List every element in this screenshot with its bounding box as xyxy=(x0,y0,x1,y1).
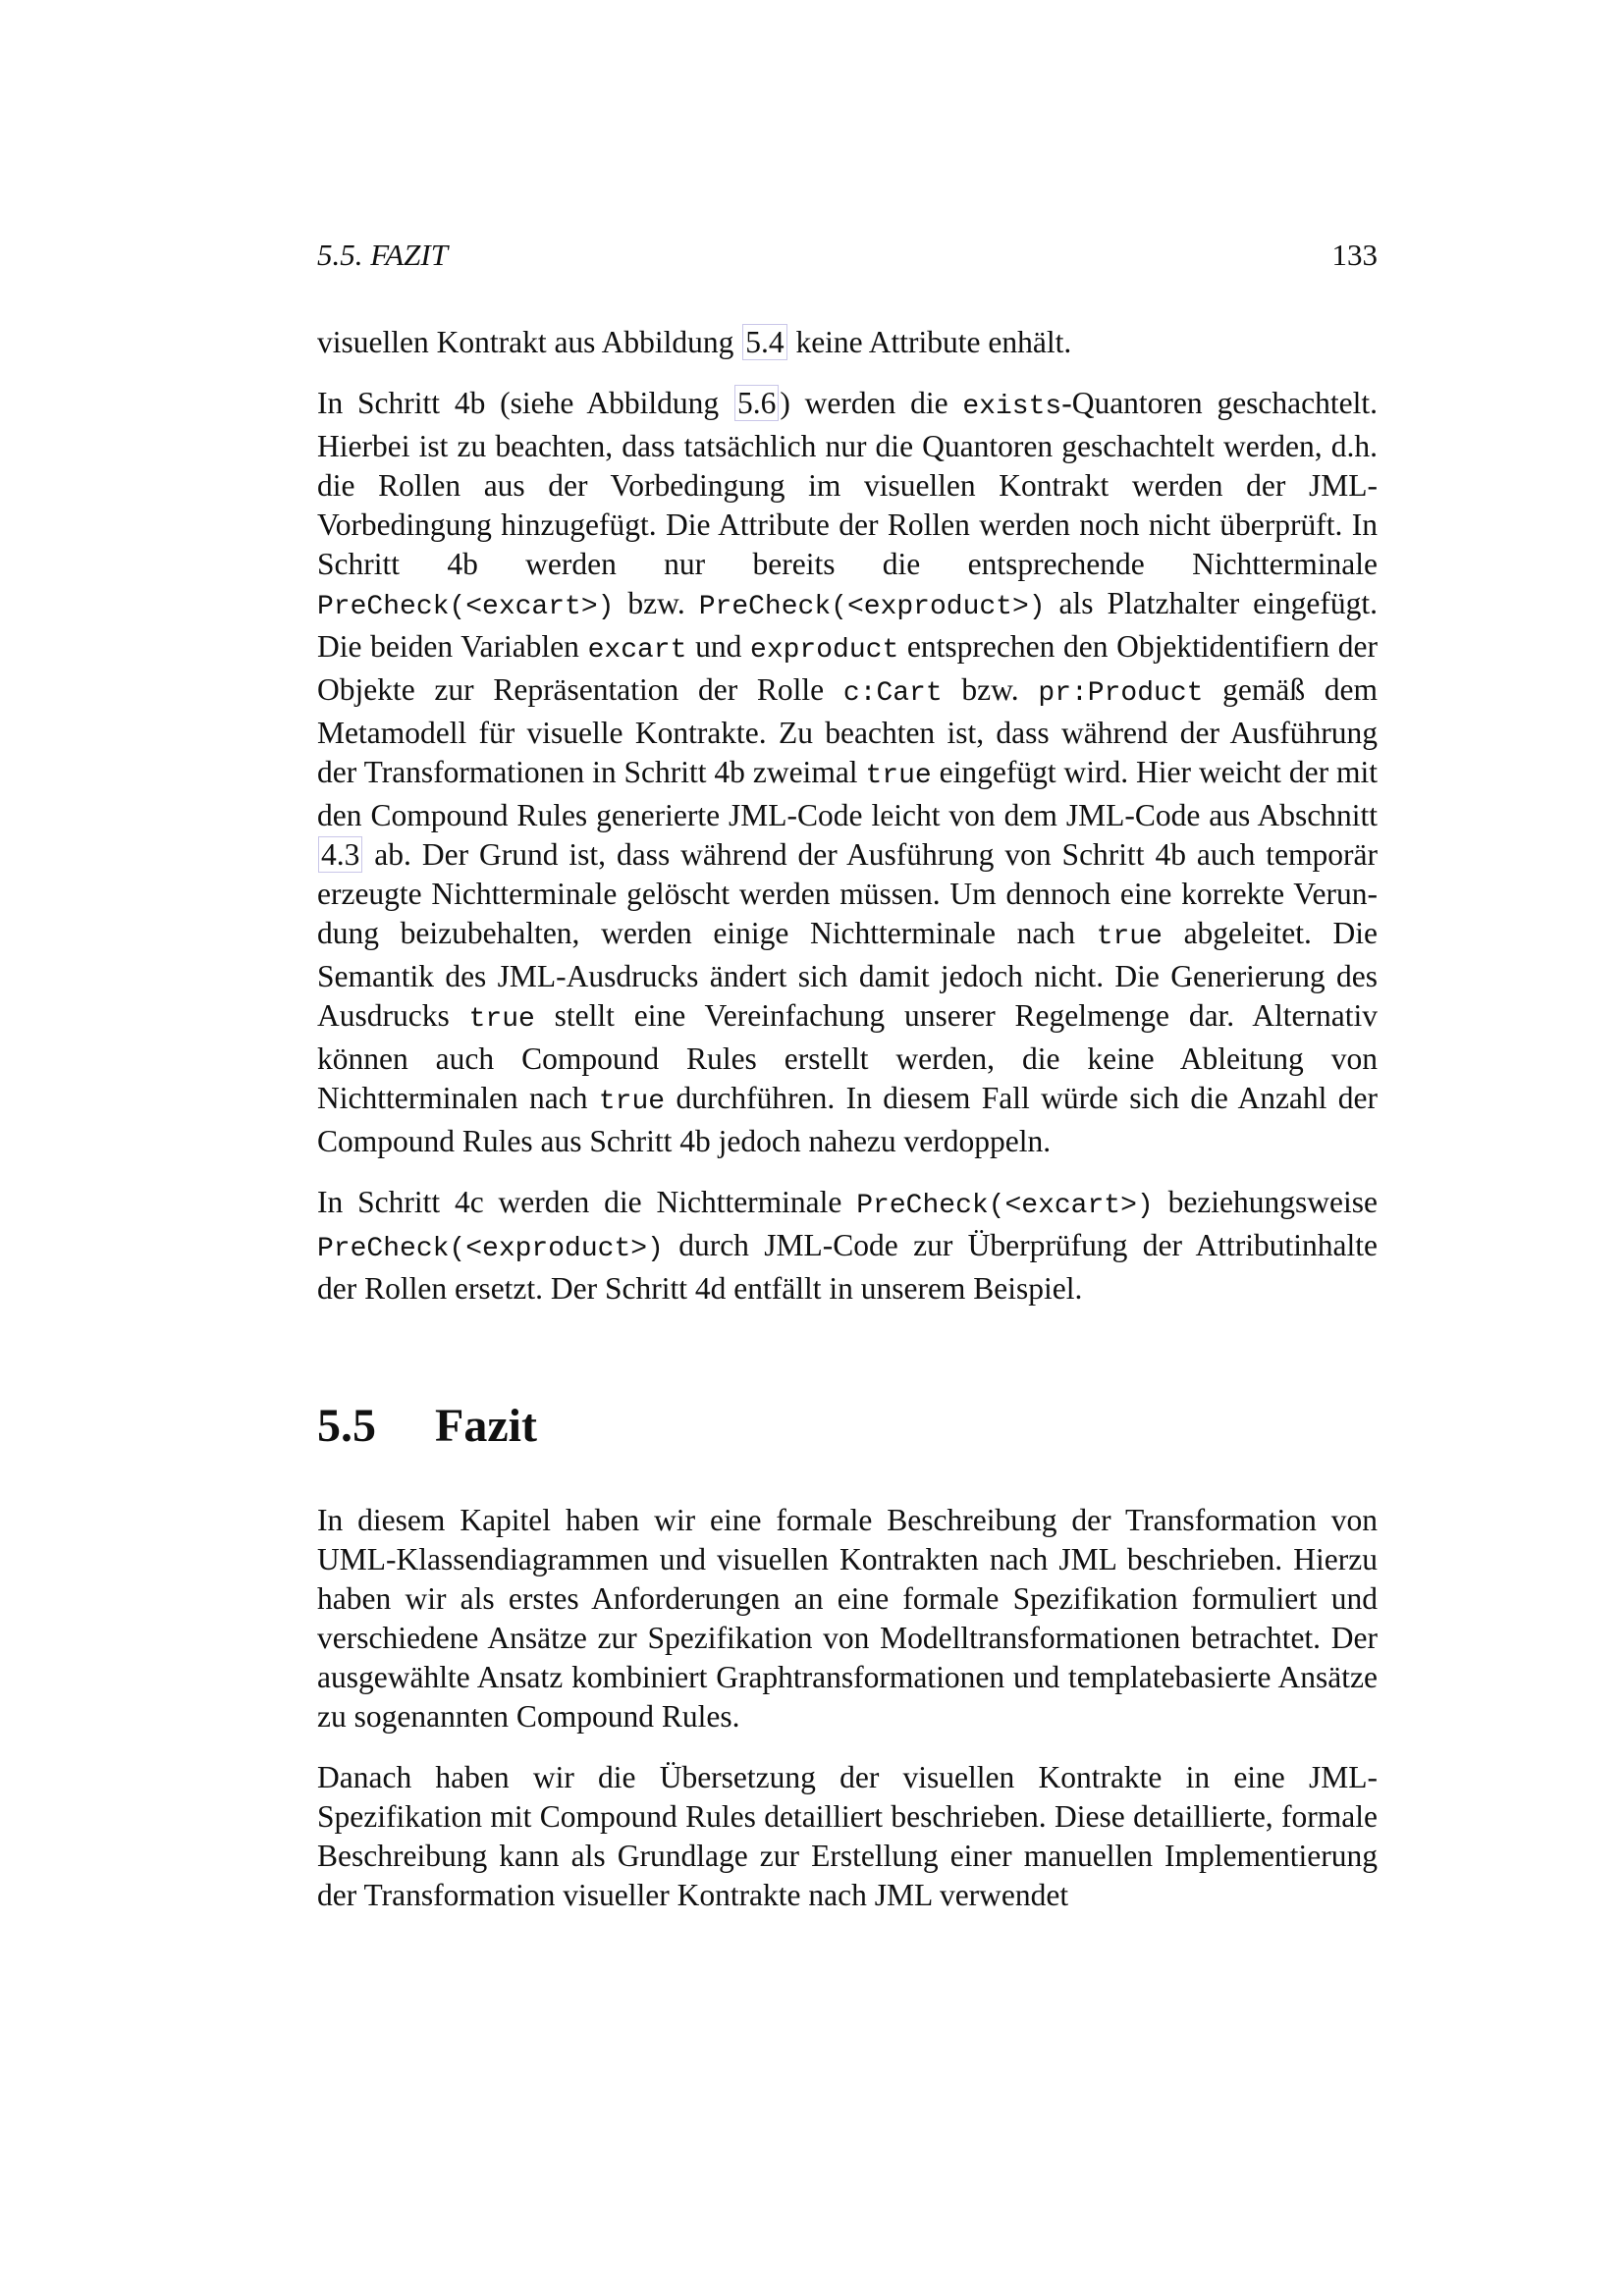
section-heading xyxy=(317,1399,1378,1468)
code-inline: c:Cart xyxy=(842,678,943,709)
code-inline: PreCheck(<excart>) xyxy=(317,592,615,622)
paragraph-step-4b: In Schritt 4b (siehe Abbildung 5.6 ) werden die exists-Quantoren geschachtelt. Hierbei ist zu beachten, dass tatsächlich nur die Quantoren geschachtelt werden, d.h. die Rollen aus der Vorbedingung im visuellen Kontrakt werden der JML-Vorbedingung hinzugefügt. Die Attribute der Rollen werden noch nicht überprüft. In Schritt 4b werden nur bereits die entsprechende Nichtterminale PreCheck(<excart>) bzw. PreCheck(<exproduct>) als Platzhalter eingefügt. Die beiden Variablen excart und exproduct entsprechen den Objektidentifiern der Objekte zur Repräsentation der Rolle c:Cart bzw. pr:Product gemäß dem Metamodell für visuelle Kontrakte. Zu beachten ist, dass während der Ausführung der Transformationen in Schritt 4b zweimal true eingefügt wird. Hier weicht der mit den Compound Rules generierte JML-Code leicht von dem JML-Code aus Abschnitt 4.3 ab. Der Grund ist, dass während der Ausführung von Schritt 4b auch temporär erzeugte Nichtterminale gelöscht werden müssen. Um dennoch eine korrekte Verundung beizubehalten, werden einige Nichtterminale nach true abgeleitet. Die Semantik des JML-Ausdrucks ändert sich damit jedoch nicht. Die Generierung des Ausdrucks true stellt eine Vereinfachung unserer Regelmenge dar. Alternativ können auch Compound Rules erstellt werden, die keine Ableitung von Nichtterminalen nach true durchführen. In diesem Fall würde sich die Anzahl der Compound Rules aus Schritt 4b jedoch nahezu verdoppeln. xyxy=(317,386,1379,1158)
paragraph-summary-1: In diesem Kapitel haben wir eine formale Beschreibung der Transformation von UML-Klassendiagrammen und visuellen Kontrakten nach JML beschrieben. Hierzu haben wir als erstes Anforderungen an eine formale Spezifikation formuliert und verschiedene Ansätze zur Spezifikation von Modelltransformationen betrachtet. Der ausgewählte Ansatz kombiniert Graphtransformationen und templatebasierte Ansätze zu sogenannten Compound Rules. xyxy=(317,1503,1378,1734)
page-number: 133 xyxy=(1331,238,1378,272)
code-inline: pr:Product xyxy=(1038,678,1204,709)
paragraph-summary-2: Danach haben wir die Übersetzung der visuellen Kontrakte in eine JML-Spezifikation mit Compound Rules detailliert beschrieben. Diese detaillierte, formale Beschreibung kann als Grundlage zur Erstellung einer manuellen Implementierung der Transformation visueller Kontrakte nach JML verwendet xyxy=(317,1760,1378,1912)
paragraph-step-4c: In Schritt 4c werden die Nichtterminale PreCheck(<excart>) beziehungsweise PreCheck(<exproduct>) durch JML-Code zur Überprüfung der Attributinhalte der Rollen ersetzt. Der Schritt 4d entfällt in unserem Beispiel. xyxy=(317,1185,1378,1306)
code-inline: exists xyxy=(962,392,1062,422)
code-inline: excart xyxy=(587,635,687,666)
code-inline: true xyxy=(1096,922,1163,952)
code-inline: true xyxy=(598,1087,666,1117)
running-head-section: 5.5. FAZIT xyxy=(317,238,448,272)
code-inline: PreCheck(<excart>) xyxy=(856,1191,1154,1221)
code-inline: exproduct xyxy=(750,635,899,666)
body-text-upper xyxy=(317,323,1378,1330)
body-text-lower xyxy=(317,1501,1378,1937)
code-inline: true xyxy=(468,1004,535,1035)
running-head xyxy=(317,238,1378,277)
section-reference-link[interactable]: 4.3 xyxy=(318,836,362,873)
section-number: 5.5 xyxy=(317,1400,376,1452)
code-inline: PreCheck(<exproduct>) xyxy=(317,1234,664,1264)
code-inline: true xyxy=(865,761,932,791)
figure-reference-link[interactable]: 5.6 xyxy=(734,385,779,421)
section-title: Fazit xyxy=(435,1400,537,1452)
figure-reference-link[interactable]: 5.4 xyxy=(742,324,786,360)
paragraph-continuation: visuellen Kontrakt aus Abbildung 5.4 keine Attribute enhält. xyxy=(317,325,1072,359)
code-inline: PreCheck(<exproduct>) xyxy=(698,592,1046,622)
